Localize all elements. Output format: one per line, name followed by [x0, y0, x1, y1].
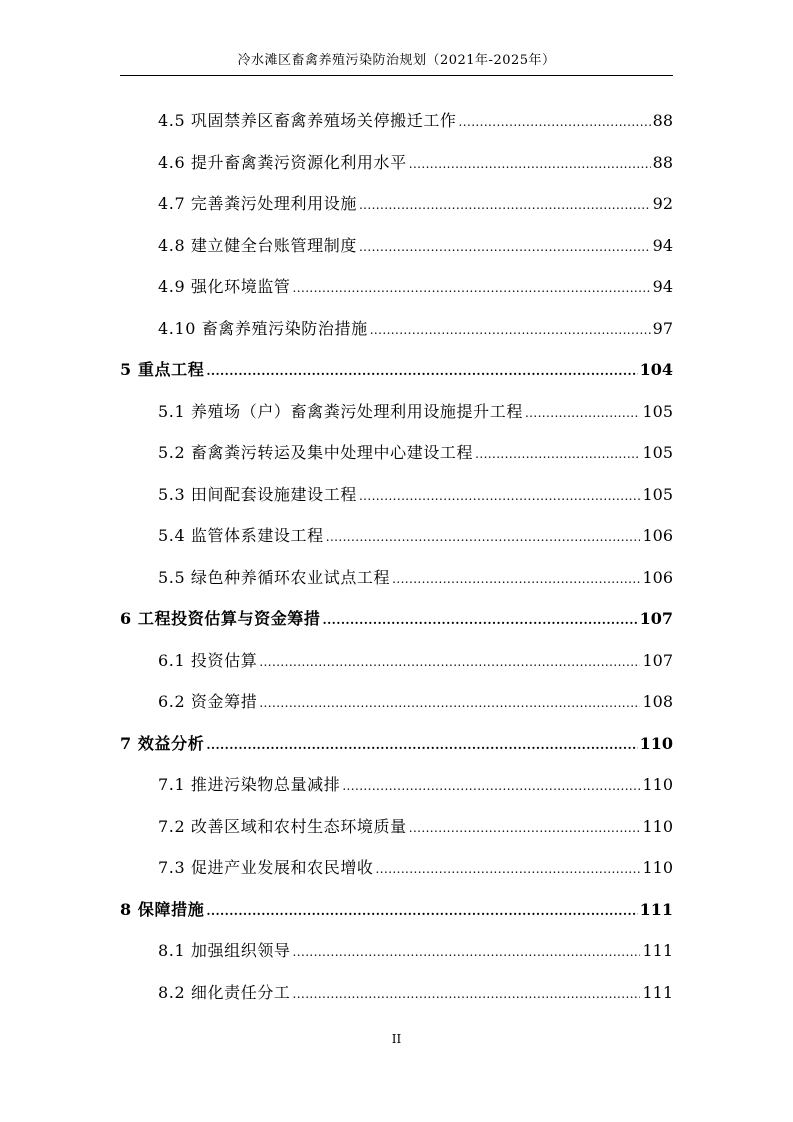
toc-entry-page: 110: [642, 816, 673, 836]
toc-entry-page: 110: [639, 733, 673, 753]
toc-entry-title: 4.10 畜禽养殖污染防治措施: [158, 318, 368, 338]
toc-entry-title: 4.7 完善粪污处理利用设施: [158, 194, 357, 213]
toc-leader-dots: [259, 683, 640, 725]
toc-entry-title: 5.3 田间配套设施建设工程: [158, 484, 357, 504]
toc-entry-page: 92: [652, 194, 673, 213]
toc-entry-page: 107: [642, 650, 673, 670]
toc-section-entry[interactable]: [120, 930, 673, 972]
toc-leader-dots: [342, 766, 640, 808]
toc-entry-title: 8.2 细化责任分工: [158, 982, 291, 1002]
toc-leader-dots: [409, 808, 641, 850]
toc-entry-title: 5.4 监管体系建设工程: [158, 526, 324, 545]
toc-entry-page: 105: [642, 484, 673, 504]
toc-entry-title: 7.1 推进污染物总量减排: [158, 775, 341, 794]
toc-section-entry[interactable]: [120, 225, 673, 267]
toc-entry-title: 5.1 养殖场（户）畜禽粪污处理利用设施提升工程: [158, 401, 523, 421]
page-number: II: [391, 1032, 402, 1046]
toc-entry-page: 110: [642, 775, 673, 794]
toc-entry-title: 7.2 改善区域和农村生态环境质量: [158, 816, 407, 836]
toc-section-entry[interactable]: [120, 266, 673, 308]
toc-chapter-entry[interactable]: [120, 723, 673, 765]
toc-leader-dots: [359, 476, 641, 518]
toc-leader-dots: [293, 974, 641, 1016]
toc-leader-dots: [409, 144, 651, 186]
toc-section-entry[interactable]: [120, 557, 673, 599]
toc-entry-page: 97: [652, 318, 673, 338]
toc-leader-dots: [392, 559, 640, 601]
toc-leader-dots: [259, 642, 640, 684]
toc-entry-page: 88: [652, 152, 673, 172]
toc-section-entry[interactable]: [120, 806, 673, 848]
toc-entry-title: 5.5 绿色种养循环农业试点工程: [158, 567, 391, 587]
toc-leader-dots: [326, 517, 641, 559]
toc-entry-page: 104: [639, 360, 673, 379]
toc-entry-page: 107: [639, 609, 673, 628]
toc-entry-title: 6.2 资金筹措: [158, 692, 258, 711]
toc-entry-title: 6.1 投资估算: [158, 650, 258, 670]
toc-entry-title: 8 保障措施: [120, 899, 205, 919]
header-divider: [120, 75, 673, 76]
toc-entry-page: 110: [642, 858, 673, 877]
running-header: 冷水滩区畜禽养殖污染防治规划（2021年-2025年）: [237, 53, 556, 68]
toc-entry-page: 111: [642, 982, 673, 1002]
toc-leader-dots: [206, 351, 637, 393]
toc-section-entry[interactable]: [120, 391, 673, 433]
toc-leader-dots: [376, 849, 641, 891]
toc-entry-page: 94: [652, 277, 673, 296]
toc-entry-title: 6 工程投资估算与资金筹措: [120, 609, 321, 628]
toc-entry-title: 4.6 提升畜禽粪污资源化利用水平: [158, 152, 407, 172]
toc-section-entry[interactable]: [120, 142, 673, 184]
toc-chapter-entry[interactable]: [120, 598, 673, 640]
toc-entry-page: 108: [642, 692, 673, 711]
toc-section-entry[interactable]: [120, 847, 673, 889]
toc-section-entry[interactable]: [120, 432, 673, 474]
toc-entry-page: 106: [642, 526, 673, 545]
toc-entry-title: 8.1 加强组织领导: [158, 941, 291, 960]
toc-entry-page: 94: [652, 235, 673, 255]
toc-leader-dots: [370, 310, 651, 352]
toc-entry-page: 106: [642, 567, 673, 587]
toc-chapter-entry[interactable]: [120, 889, 673, 931]
toc-leader-dots: [525, 393, 641, 435]
toc-section-entry[interactable]: [120, 681, 673, 723]
toc-leader-dots: [206, 891, 637, 933]
toc-section-entry[interactable]: [120, 474, 673, 516]
table-of-contents: [120, 100, 673, 1013]
toc-leader-dots: [359, 185, 651, 227]
toc-leader-dots: [359, 227, 651, 269]
toc-leader-dots: [475, 434, 640, 476]
toc-leader-dots: [323, 600, 638, 642]
toc-entry-title: 5.2 畜禽粪污转运及集中处理中心建设工程: [158, 443, 474, 462]
toc-leader-dots: [293, 268, 651, 310]
toc-leader-dots: [293, 932, 641, 974]
toc-section-entry[interactable]: [120, 183, 673, 225]
toc-entry-page: 111: [642, 941, 673, 960]
toc-entry-title: 4.5 巩固禁养区畜禽养殖场关停搬迁工作: [158, 111, 457, 130]
toc-entry-title: 5 重点工程: [120, 360, 205, 379]
toc-entry-page: 88: [652, 111, 673, 130]
toc-entry-title: 7 效益分析: [120, 733, 205, 753]
toc-section-entry[interactable]: [120, 640, 673, 682]
toc-leader-dots: [459, 102, 651, 144]
toc-entry-title: 4.9 强化环境监管: [158, 277, 291, 296]
toc-entry-page: 111: [639, 899, 673, 919]
toc-leader-dots: [206, 725, 637, 767]
toc-section-entry[interactable]: [120, 308, 673, 350]
toc-entry-title: 7.3 促进产业发展和农民增收: [158, 858, 374, 877]
toc-section-entry[interactable]: [120, 764, 673, 806]
toc-section-entry[interactable]: [120, 100, 673, 142]
toc-entry-page: 105: [642, 401, 673, 421]
toc-chapter-entry[interactable]: [120, 349, 673, 391]
toc-section-entry[interactable]: [120, 972, 673, 1014]
toc-section-entry[interactable]: [120, 515, 673, 557]
toc-entry-title: 4.8 建立健全台账管理制度: [158, 235, 357, 255]
toc-entry-page: 105: [642, 443, 673, 462]
